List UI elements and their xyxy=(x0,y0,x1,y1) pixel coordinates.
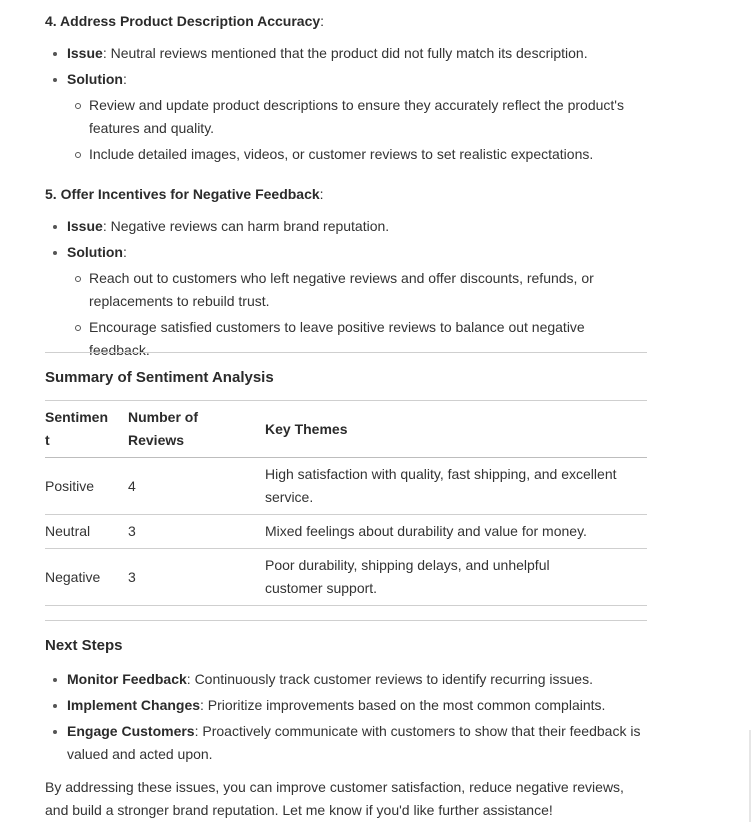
section-4-solutions-list xyxy=(67,94,647,166)
divider xyxy=(45,352,647,353)
issue-text: : Negative reviews can harm brand reputation. xyxy=(102,218,390,234)
divider xyxy=(45,620,647,621)
next-step-item xyxy=(45,668,647,691)
solution-label: Solution xyxy=(67,244,123,260)
table-header-row xyxy=(45,401,647,458)
section-4-heading: 4. Address Product Description Accuracy: xyxy=(45,13,325,29)
table-row xyxy=(45,515,647,549)
closing-paragraph: By addressing these issues, you can improve customer satisfaction, reduce negative reviews, and build a stronger brand reputation. Let me know if you'd like further assistance! xyxy=(45,779,624,818)
solution-item: Encourage satisfied customers to leave positive reviews to balance out negative feedback. xyxy=(67,316,647,362)
section-4-list xyxy=(45,42,647,166)
summary-heading: Summary of Sentiment Analysis xyxy=(45,369,274,386)
section-5-heading: 5. Offer Incentives for Negative Feedback: xyxy=(45,186,324,202)
table-row xyxy=(45,458,647,515)
issue-label: Issue xyxy=(67,45,103,61)
next-step-item xyxy=(45,720,647,766)
step-label: Engage Customers xyxy=(67,723,195,739)
section-5-issue xyxy=(45,215,647,238)
section-4-issue xyxy=(45,42,647,65)
solution-item: Include detailed images, videos, or customer reviews to set realistic expectations. xyxy=(67,143,647,166)
section-5-solution: Solution: Reach out to customers who left negative reviews and offer discounts, refunds, or replacements to rebuild trust. Encourage satisfied customers to leave positive reviews to balance out negative feedback. xyxy=(45,241,647,362)
cell-themes: Mixed feelings about durability and value for money. xyxy=(265,523,587,539)
section-5-title: 5. Offer Incentives for Negative Feedback xyxy=(45,186,320,202)
section-4-title: 4. Address Product Description Accuracy xyxy=(45,13,321,29)
cell-themes: Poor durability, shipping delays, and unhelpful customer support. xyxy=(265,557,550,596)
step-label: Implement Changes xyxy=(67,697,201,713)
header-themes: Key Themes xyxy=(265,420,348,437)
table-row xyxy=(45,549,647,606)
cell-sentiment: Neutral xyxy=(45,523,91,539)
solution-label: Solution xyxy=(67,71,123,87)
issue-label: Issue xyxy=(67,218,103,234)
next-step-item xyxy=(45,694,647,717)
section-4-solution: Solution: Review and update product descriptions to ensure they accurately reflect the product's features and quality. Include detailed images, videos, or customer reviews to set realistic expectations. xyxy=(45,68,647,166)
step-label: Monitor Feedback xyxy=(67,671,187,687)
cell-themes: High satisfaction with quality, fast shipping, and excellent service. xyxy=(265,466,617,505)
next-steps-heading: Next Steps xyxy=(45,637,123,654)
issue-text: : Neutral reviews mentioned that the product did not fully match its description. xyxy=(102,45,588,61)
next-steps-list xyxy=(45,668,647,766)
cell-count: 3 xyxy=(128,523,136,539)
header-count: Number of Reviews xyxy=(128,409,198,448)
solution-item: Review and update product descriptions to ensure they accurately reflect the product's features and quality. xyxy=(67,94,647,140)
header-sentiment: Sentiment xyxy=(45,409,109,448)
step-text: : Proactively communicate with customers to show that their feedback is valued and acted upon. xyxy=(67,723,641,762)
solution-item: Reach out to customers who left negative reviews and offer discounts, refunds, or replacements to rebuild trust. xyxy=(67,267,647,313)
sentiment-table xyxy=(45,400,647,606)
cell-count: 4 xyxy=(128,477,136,494)
step-text: : Prioritize improvements based on the most common complaints. xyxy=(200,697,606,713)
section-5-list xyxy=(45,215,647,362)
section-5-solutions-list xyxy=(67,267,647,362)
cell-sentiment: Positive xyxy=(45,477,95,494)
cell-count: 3 xyxy=(128,568,136,585)
section-5 xyxy=(45,184,647,362)
section-4 xyxy=(45,11,647,166)
cell-sentiment: Negative xyxy=(45,568,101,585)
step-text: : Continuously track customer reviews to identify recurring issues. xyxy=(186,671,593,687)
